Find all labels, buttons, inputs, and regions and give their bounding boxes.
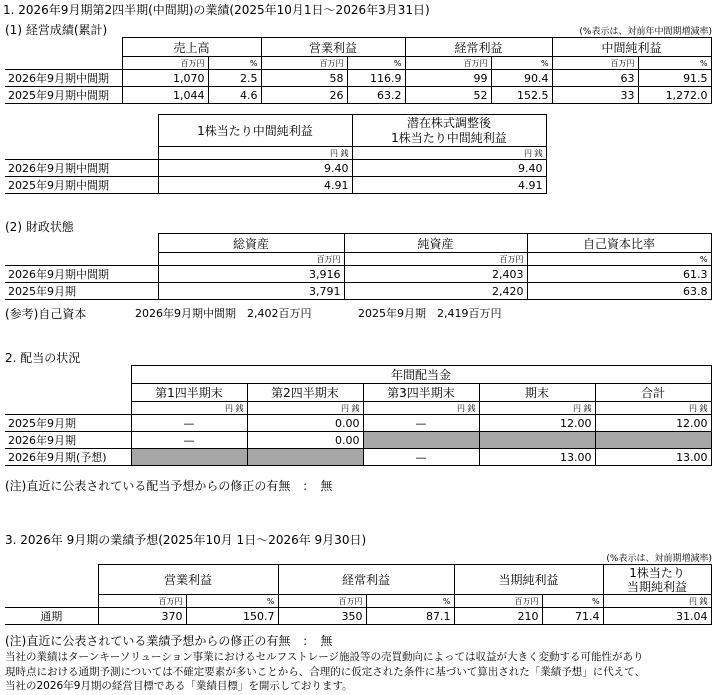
cell: 12.00	[479, 415, 595, 432]
cell: 4.6	[208, 87, 261, 104]
cell: 152.5	[491, 87, 552, 104]
cell: 0.00	[247, 432, 363, 449]
cell: 31.04	[603, 608, 711, 625]
cell: 61.3	[527, 266, 711, 283]
header-eps	[603, 565, 711, 595]
row-label: 2026年9月期中間期	[5, 266, 158, 283]
header-sales: 売上高	[122, 38, 261, 57]
cell: —	[131, 415, 247, 432]
table-row	[5, 415, 711, 432]
cell: 71.4	[542, 608, 603, 625]
results-table	[5, 37, 712, 104]
unit-yen: 円 銭	[131, 402, 247, 415]
table-row	[5, 432, 711, 449]
cell: 87.1	[366, 608, 454, 625]
results-heading: (1) 経営成績(累計)	[5, 23, 108, 37]
cell: 150.7	[186, 608, 278, 625]
row-label: 2026年9月期	[5, 432, 131, 449]
header-q2: 第2四半期末	[247, 384, 363, 402]
cell: 1,272.0	[638, 87, 711, 104]
header-diluted-eps	[352, 115, 546, 147]
header-q3: 第3四半期末	[363, 384, 479, 402]
header-diluted-eps-line1: 潜在株式調整後	[406, 115, 491, 130]
cell: 2.5	[208, 70, 261, 87]
paragraph-line: 現時点における通期予測については不確定要素が多いことから、合理的に仮定された条件に基づいて算出された「業績予想」に代えて、	[5, 665, 646, 678]
unit-yen: 円 銭	[595, 402, 711, 415]
unit-yen: 円 銭	[479, 402, 595, 415]
cell: 370	[98, 608, 186, 625]
cell: 4.91	[352, 177, 546, 194]
row-label: 2025年9月期	[5, 415, 131, 432]
row-label: 2025年9月期中間期	[5, 87, 122, 104]
equity-ref-prior: 2025年9月期 2,419百万円	[358, 307, 502, 320]
equity-ref-label: (参考)自己資本	[5, 307, 87, 321]
cell: 3,916	[158, 266, 344, 283]
table-row	[5, 87, 711, 104]
unit-amount: 百万円	[405, 57, 491, 70]
cell: 1,044	[122, 87, 208, 104]
unit-pct: %	[491, 57, 552, 70]
annual-dividend-header: 年間配当金	[131, 366, 711, 384]
forecast-note: (%表示は、対前期増減率)	[606, 554, 712, 564]
paragraph-line: 当社の2026年9月期の経営目標である「業績目標」を開示しております。	[5, 680, 353, 692]
dividends-table	[5, 365, 712, 466]
row-label: 通期	[5, 608, 98, 625]
cell-shaded	[131, 449, 247, 466]
unit: 百万円	[158, 253, 344, 266]
forecast-table	[5, 564, 712, 625]
unit-amount: 百万円	[278, 595, 366, 608]
cell: 13.00	[595, 449, 711, 466]
cell: 2,420	[344, 283, 527, 300]
cell: 99	[405, 70, 491, 87]
table-row	[5, 177, 546, 194]
header-eps-line1: 1株当たり	[629, 565, 685, 580]
unit: 百万円	[344, 253, 527, 266]
header-diluted-eps-line2: 1株当たり中間純利益	[391, 130, 507, 145]
forecast-note-revision: (注)直近に公表されている業績予想からの修正の有無 ： 無	[5, 634, 333, 648]
dividends-heading: 2. 配当の状況	[5, 351, 81, 365]
unit-pct: %	[542, 595, 603, 608]
cell: 4.91	[158, 177, 352, 194]
cell: 63.2	[347, 87, 405, 104]
unit-pct: %	[347, 57, 405, 70]
cell: 210	[454, 608, 542, 625]
cell-shaded	[363, 432, 479, 449]
forecast-paragraph	[5, 650, 645, 694]
unit-yen: 円 銭	[363, 402, 479, 415]
header-net-income: 当期純利益	[454, 565, 603, 595]
unit-amount: 百万円	[98, 595, 186, 608]
unit-amount: 百万円	[261, 57, 347, 70]
header-total: 合計	[595, 384, 711, 402]
cell: 33	[552, 87, 638, 104]
cell: 90.4	[491, 70, 552, 87]
cell: 9.40	[352, 160, 546, 177]
header-net-assets: 純資産	[344, 234, 527, 253]
cell: 9.40	[158, 160, 352, 177]
page-title: 1. 2026年9月期第2四半期(中間期)の業績(2025年10月1日～2026年3月31日)	[3, 3, 430, 17]
unit-pct: %	[366, 595, 454, 608]
equity-ref-current: 2026年9月期中間期 2,402百万円	[135, 307, 312, 320]
header-operating-profit: 営業利益	[98, 565, 278, 595]
cell-shaded	[247, 449, 363, 466]
unit-yen: 円 銭	[158, 147, 352, 160]
row-label: 2026年9月期(予想)	[5, 449, 131, 466]
cell: 0.00	[247, 415, 363, 432]
forecast-heading: 3. 2026年 9月期の業績予想(2025年10月 1日～2026年 9月30日)	[5, 533, 367, 547]
header-ordinary-profit: 経常利益	[278, 565, 454, 595]
row-label: 2026年9月期中間期	[5, 70, 122, 87]
cell: 63.8	[527, 283, 711, 300]
cell: 12.00	[595, 415, 711, 432]
unit-yen: 円 銭	[352, 147, 546, 160]
header-ordinary-profit: 経常利益	[405, 38, 552, 57]
unit-pct: %	[638, 57, 711, 70]
cell: 13.00	[479, 449, 595, 466]
cell: —	[363, 449, 479, 466]
table-row	[5, 160, 546, 177]
cell: 26	[261, 87, 347, 104]
cell: 2,403	[344, 266, 527, 283]
paragraph-line: 当社の業績はターンキーソリューション事業におけるセルフストレージ施設等の売買動向によっては収益が大きく変動する可能性があり	[5, 651, 644, 663]
unit-yen: 円 銭	[247, 402, 363, 415]
eps-table	[5, 114, 547, 194]
cell: 116.9	[347, 70, 405, 87]
unit-yen: 円 銭	[603, 595, 711, 608]
header-eps: 1株当たり中間純利益	[158, 115, 352, 147]
cell: 52	[405, 87, 491, 104]
cell: 63	[552, 70, 638, 87]
cell: 350	[278, 608, 366, 625]
unit-amount: 百万円	[454, 595, 542, 608]
header-year-end: 期末	[479, 384, 595, 402]
cell: 91.5	[638, 70, 711, 87]
row-label: 2025年9月期	[5, 283, 158, 300]
unit-amount: 百万円	[122, 57, 208, 70]
table-row	[5, 608, 711, 625]
table-row	[5, 70, 711, 87]
cell: 1,070	[122, 70, 208, 87]
header-equity-ratio: 自己資本比率	[527, 234, 711, 253]
unit-amount: 百万円	[552, 57, 638, 70]
financial-heading: (2) 財政状態	[5, 220, 74, 234]
cell: 58	[261, 70, 347, 87]
header-q1: 第1四半期末	[131, 384, 247, 402]
unit-pct: %	[186, 595, 278, 608]
table-row	[5, 449, 711, 466]
cell: —	[131, 432, 247, 449]
header-eps-line2: 当期純利益	[627, 579, 688, 594]
header-total-assets: 総資産	[158, 234, 344, 253]
table-row	[5, 266, 711, 283]
cell: —	[363, 415, 479, 432]
row-label: 2025年9月期中間期	[5, 177, 158, 194]
financial-table	[5, 233, 712, 300]
results-note: (%表示は、対前年中間期増減率)	[579, 27, 712, 37]
table-row	[5, 283, 711, 300]
unit: %	[527, 253, 711, 266]
cell: 3,791	[158, 283, 344, 300]
cell-shaded	[595, 432, 711, 449]
header-net-income: 中間純利益	[552, 38, 711, 57]
header-operating-profit: 営業利益	[261, 38, 405, 57]
dividends-note: (注)直近に公表されている配当予想からの修正の有無 ： 無	[5, 479, 333, 493]
cell-shaded	[479, 432, 595, 449]
row-label: 2026年9月期中間期	[5, 160, 158, 177]
unit-pct: %	[208, 57, 261, 70]
